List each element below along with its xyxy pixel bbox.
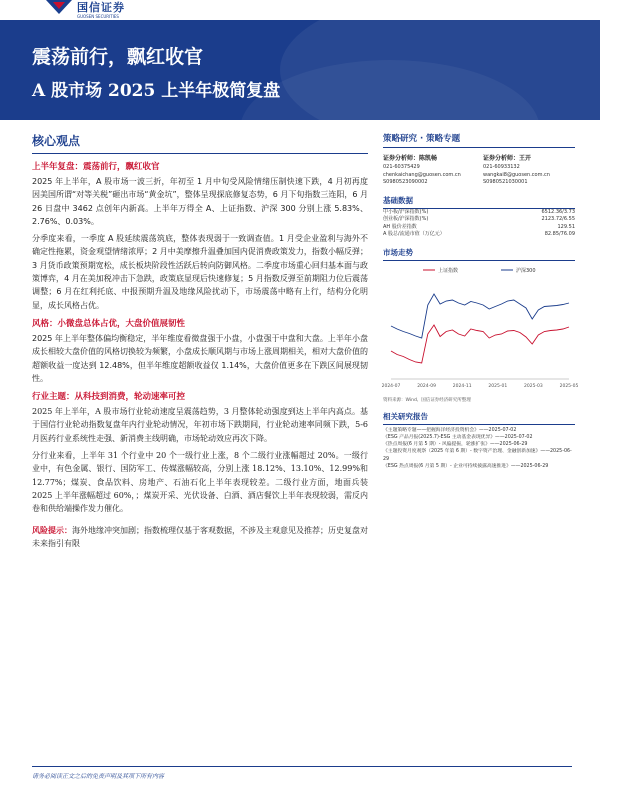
basic-data-label: 创业板/沪深指数(%) xyxy=(383,216,429,223)
x-tick-label: 2024-07 xyxy=(381,383,401,389)
x-tick-label: 2024-11 xyxy=(452,383,472,389)
body-paragraph: 2025 年上半年整体偏均衡稳定，半年维度看微盘强于小盘，小盘强于中盘和大盘。上半年小盘成长相较大盘价值的风格切换较为频繁，小盘成长顺风期与市场上涨周期相关，相对大盘价值的超额收益一度达到 12.48%，但半年维度超额收益仅 1.14%，大盘价值更多在下跌区间展现韧性。 xyxy=(32,333,368,383)
legend-label: 上证指数 xyxy=(438,267,459,274)
analyst-cert: S0980521030001 xyxy=(483,179,528,185)
analyst-card xyxy=(383,153,475,187)
logo-mark-icon xyxy=(46,0,72,20)
risk-warning xyxy=(32,524,368,551)
related-title: 相关研究报告 xyxy=(383,411,575,425)
analyst-email[interactable]: chenkaichang@guosen.com.cn xyxy=(383,171,461,178)
report-category: 策略研究 · 策略专题 xyxy=(383,132,575,148)
basic-data-label: 中小板/沪深指数(%) xyxy=(383,208,429,215)
basic-data-row xyxy=(383,216,575,224)
body-paragraph: 2025 年上半年，A 股市场一波三折，年初至 1 月中旬受风险情绪压制快速下跌，4 月初再度因美国所谓“对等关税”砸出市场“黄金坑”，整体呈现探底修复态势，6 月下旬指数三连阳，6 月 26 日盘中 3462 点创年内新高。上半年万得全 A、上证指数、沪深 300 分别上涨 5.83%、2.76%、0.03%。 xyxy=(32,177,368,226)
title-banner xyxy=(0,20,600,120)
disclaimer-footer: 请务必阅读正文之后的免责声明及其项下所有内容 xyxy=(32,766,572,780)
body-paragraph: 分行业来看，上半年 31 个行业中 20 个一级行业上涨，8 个二级行业涨幅超过 20%。一级行业中，有色金属、银行、国防军工、传媒涨幅较高，分别上涨 18.12%、13.10%、12.99%和 12.77%；煤炭、食品饮料、房地产、石油石化上半年表现较差。二级行业方面，地面兵装 2025 上半年涨幅超过 60%，；煤炭开采、光伏设备、白酒、酒店餐饮上半年表现较弱，需反内卷和供给端操作发力催化。 xyxy=(32,451,368,514)
body-paragraph: 分季度来看，一季度 A 股延续震荡筑底，整体表现弱于一致调查值。1 月受企业盈利与海外不确定性拖累，资金观望情绪浓厚；2 月中美摩擦升温叠加国内促消费政策发力，指数小幅反弹；3 月货币政策预期宽松，成长板块阶段性活跃后转向防御风格。二季度市场重心回归基本面与政策博弈，4 月在美加税冲击下急跌，政策底显现后快速修复；5 月指数反弹至前期阻力位后震荡调整；6 月在红利托底、中报预期升温及地缘风险扰动下，市场震荡中略有上行，结构分化明显，成长风格占优。 xyxy=(32,234,368,310)
logo-cn-text: 国信证券 xyxy=(77,0,125,14)
related-report-link[interactable]: 《ESG 热点周报(6 月第 5 期）- 企业可持续披露高速推进》——2025-06-29 xyxy=(383,463,549,469)
basic-data-row xyxy=(383,209,575,217)
analyst-phone: 021-60375429 xyxy=(383,164,420,170)
company-logo xyxy=(46,0,125,20)
chart-svg xyxy=(381,263,579,395)
basic-data-value: 129.51 xyxy=(557,223,575,230)
logo-en-text: GUOSEN SECURITIES xyxy=(77,13,119,19)
sidebar xyxy=(381,132,579,470)
legend-label: 沪深300 xyxy=(516,267,536,274)
basic-data-value: 6512.36/3.73 xyxy=(541,208,575,215)
report-title: 震荡前行，飘红收官 xyxy=(32,46,204,68)
chart-source: 资料来源：Wind、国信证券经济研究所整理 xyxy=(383,397,471,403)
series-line xyxy=(391,325,569,363)
block-heading: 风格：小微盘总体占优，大盘价值展韧性 xyxy=(32,318,186,329)
block-heading: 上半年复盘：震荡前行，飘红收官 xyxy=(32,162,160,172)
related-reports xyxy=(383,427,575,470)
x-tick-label: 2025-03 xyxy=(523,383,543,389)
basic-data-row xyxy=(383,231,575,239)
section-title: 核心观点 xyxy=(32,132,368,154)
market-trend-chart xyxy=(381,263,579,395)
core-views-column xyxy=(32,132,368,550)
analyst-name: 证券分析师：陈凯畅 xyxy=(383,155,438,162)
analyst-email[interactable]: wangkai8@guosen.com.cn xyxy=(483,171,550,178)
analyst-phone: 021-60933132 xyxy=(483,164,520,170)
basic-data-value: 82.85/76.09 xyxy=(544,231,575,238)
analyst-card xyxy=(483,153,575,187)
block-heading: 行业主题：从科技到消费，轮动速率可控 xyxy=(32,392,186,403)
basic-data-table xyxy=(383,209,575,239)
x-tick-label: 2025-05 xyxy=(559,383,579,389)
chart-title: 市场走势 xyxy=(383,247,575,261)
analyst-cert: S0980523090002 xyxy=(383,179,428,185)
related-report-link[interactable]: 《主题策略专题——把握海洋经济投资机会》——2025-07-02 xyxy=(383,427,517,433)
basic-data-title: 基础数据 xyxy=(383,195,575,209)
risk-text: 海外地缘冲突加剧；指数梳理仅基于客观数据，不涉及主观意见及推荐；历史复盘对未来指引有限 xyxy=(32,525,368,548)
x-tick-label: 2025-01 xyxy=(488,383,508,389)
related-report-link[interactable]: 《主题投资月度观察（2025 年第 6 期）- 数字资产治理、金融创新加速》——2025-06-29 xyxy=(383,449,572,462)
report-subtitle: A 股市场 2025 上半年极简复盘 xyxy=(32,81,281,101)
related-report-link[interactable]: 《热点周报(6 月第 5 期）- 风偏提振，轮涨扩张》——2025-06-29 xyxy=(383,442,528,448)
basic-data-label: AH 股价差指数 xyxy=(383,223,417,230)
body-paragraph: 2025 年上半年，A 股市场行业轮动速度呈震荡趋势，3 月整体轮动强度到达上半年内高点。基于国信行业轮动指数复盘年内行业轮动情况，年初市场下跌期间，行业轮动速率同频下跌，5-6 月医药行业系统性走强、新消费主线明确，市场轮动效应再次下降。 xyxy=(32,407,368,443)
x-tick-label: 2024-09 xyxy=(417,383,437,389)
analyst-name: 证券分析师：王开 xyxy=(483,155,532,162)
risk-label: 风险提示： xyxy=(32,525,72,535)
related-report-link[interactable]: 《ESG 产品月报(2025.7)-ESG 主动基金表现优异》——2025-07-02 xyxy=(383,435,533,441)
basic-data-label: A 股总/流通市值（万亿元） xyxy=(383,231,445,238)
basic-data-value: 2123.72/6.55 xyxy=(541,216,575,223)
analysts xyxy=(383,153,575,187)
